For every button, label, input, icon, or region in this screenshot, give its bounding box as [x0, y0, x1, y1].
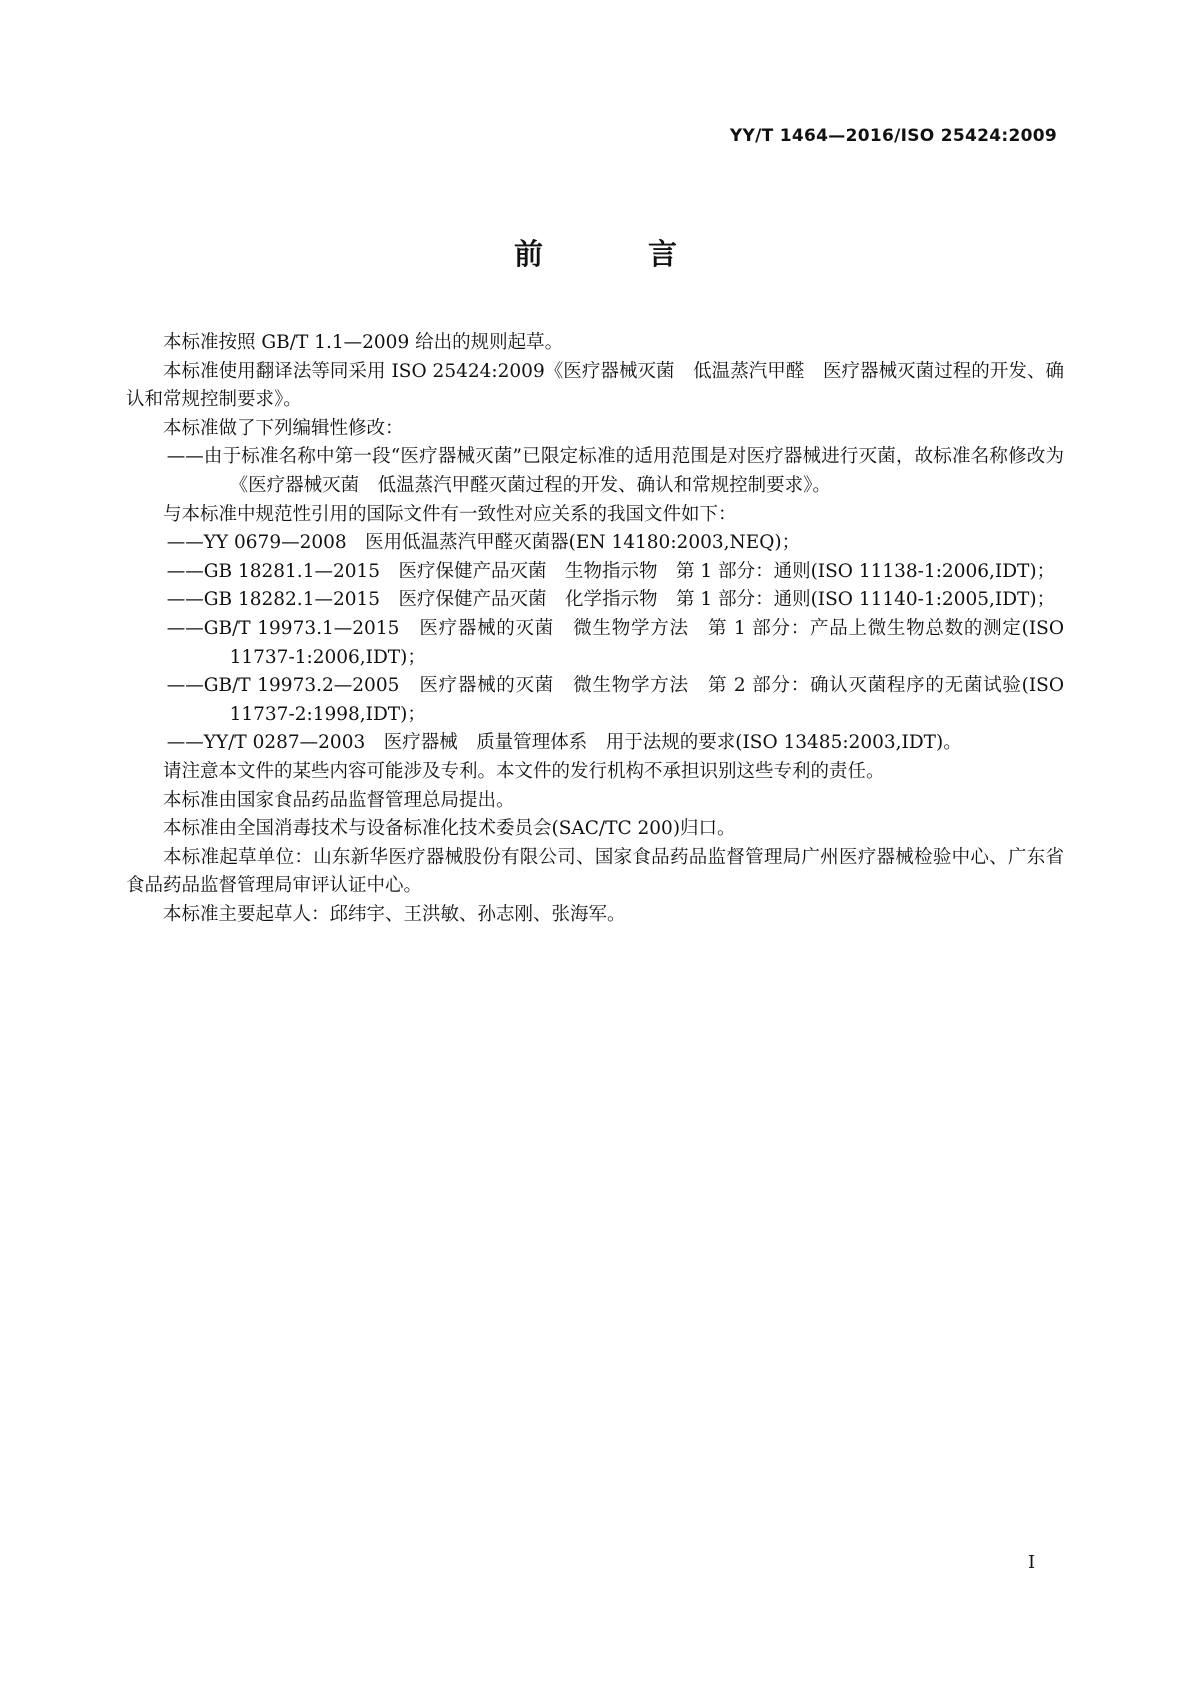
- list-item-yyt-0287: ——YY/T 0287—2003 医疗器械 质量管理体系 用于法规的要求(ISO 13485:2003,IDT)。: [166, 732, 962, 754]
- list-item-gb-18281: ——GB 18281.1—2015 医疗保健产品灭菌 生物指示物 第 1 部分：通则(ISO 11138-1:2006,IDT)；: [166, 560, 1056, 582]
- paragraph-proposer: 本标准由国家食品药品监督管理总局提出。: [163, 789, 515, 811]
- page-title: 前 言: [513, 237, 715, 271]
- paragraph-drafting-units: 本标准起草单位：山东新华医疗器械股份有限公司、国家食品药品监督管理局广州医疗器械检验中心、广东省食品药品监督管理局审评认证中心。: [126, 846, 1064, 897]
- list-item-yy-0679: ——YY 0679—2008 医用低温蒸汽甲醛灭菌器(EN 14180:2003,NEQ)；: [166, 532, 801, 554]
- paragraph-adoption: 本标准使用翻译法等同采用 ISO 25424:2009《医疗器械灭菌 低温蒸汽甲醛 医疗器械灭菌过程的开发、确认和常规控制要求》。: [126, 360, 1064, 411]
- list-item-gbt-19973-1: ——GB/T 19973.1—2015 医疗器械的灭菌 微生物学方法 第 1 部分：产品上微生物总数的测定(ISO 11737-1:2006,IDT)；: [166, 617, 1064, 668]
- paragraph-patent-notice: 请注意本文件的某些内容可能涉及专利。本文件的发行机构不承担识别这些专利的责任。: [163, 760, 885, 782]
- foreword-body: [126, 329, 1064, 929]
- list-item-gb-18282: ——GB 18282.1—2015 医疗保健产品灭菌 化学指示物 第 1 部分：通则(ISO 11140-1:2005,IDT)；: [166, 589, 1056, 611]
- standard-code: YY/T 1464—2016/ISO 25424:2009: [729, 126, 1057, 146]
- list-item-title-change: ——由于标准名称中第一段“医疗器械灭菌”已限定标准的适用范围是对医疗器械进行灭菌，故标准名称修改为《医疗器械灭菌 低温蒸汽甲醛灭菌过程的开发、确认和常规控制要求》。: [166, 446, 1064, 496]
- paragraph-editorial-changes: 本标准做了下列编辑性修改：: [163, 417, 404, 439]
- list-item-gbt-19973-2: ——GB/T 19973.2—2005 医疗器械的灭菌 微生物学方法 第 2 部分：确认灭菌程序的无菌试验(ISO 11737-2:1998,IDT)；: [166, 675, 1064, 725]
- paragraph-drafters: 本标准主要起草人：邱纬宇、王洪敏、孙志刚、张海军。: [163, 903, 626, 925]
- paragraph-committee: 本标准由全国消毒技术与设备标准化技术委员会(SAC/TC 200)归口。: [163, 818, 736, 840]
- paragraph-drafting-rules: 本标准按照 GB/T 1.1—2009 给出的规则起草。: [163, 332, 564, 353]
- paragraph-corresponding-documents: 与本标准中规范性引用的国际文件有一致性对应关系的我国文件如下：: [163, 503, 737, 525]
- page-number: I: [1028, 1552, 1036, 1573]
